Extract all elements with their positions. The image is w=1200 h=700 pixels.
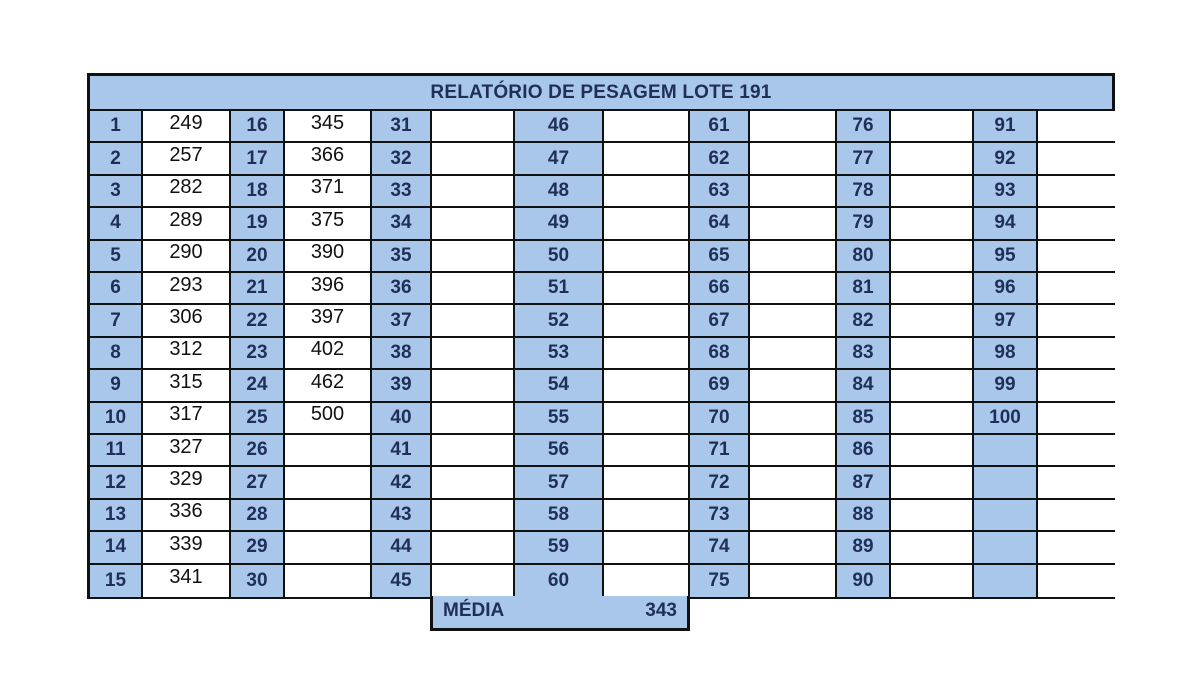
weight-value-cell: 371 (285, 176, 372, 208)
weight-value-cell: 290 (143, 241, 231, 273)
sequence-number-cell: 50 (515, 241, 604, 273)
weight-value-cell (1038, 208, 1115, 240)
sequence-number-cell: 64 (690, 208, 750, 240)
weight-value-cell (604, 305, 690, 337)
weight-value-cell (891, 208, 974, 240)
weight-value-cell (750, 208, 837, 240)
weight-value-cell (604, 403, 690, 435)
sequence-number-cell: 67 (690, 305, 750, 337)
weight-value-cell: 375 (285, 208, 372, 240)
weight-value-cell: 336 (143, 500, 231, 532)
sequence-number-cell: 97 (974, 305, 1038, 337)
weight-value-cell (750, 435, 837, 467)
sequence-number-cell: 72 (690, 467, 750, 499)
weight-value-cell (432, 370, 515, 402)
sequence-number-cell: 77 (837, 143, 891, 175)
sequence-number-cell: 17 (231, 143, 285, 175)
sequence-number-cell (974, 532, 1038, 564)
sequence-number-cell: 1 (90, 111, 143, 143)
sequence-number-cell: 49 (515, 208, 604, 240)
sequence-number-cell: 44 (372, 532, 432, 564)
sequence-number-cell: 18 (231, 176, 285, 208)
weight-value-cell (432, 143, 515, 175)
sequence-number-cell: 40 (372, 403, 432, 435)
sequence-number-cell: 90 (837, 565, 891, 597)
sequence-number-cell: 87 (837, 467, 891, 499)
sequence-number-cell: 70 (690, 403, 750, 435)
weight-value-cell: 366 (285, 143, 372, 175)
sequence-number-cell: 78 (837, 176, 891, 208)
sequence-number-cell: 37 (372, 305, 432, 337)
sequence-number-cell: 99 (974, 370, 1038, 402)
weight-value-cell (891, 435, 974, 467)
weight-value-cell (891, 403, 974, 435)
sequence-number-cell: 6 (90, 273, 143, 305)
weight-value-cell (891, 500, 974, 532)
weight-value-cell: 390 (285, 241, 372, 273)
report-title: RELATÓRIO DE PESAGEM LOTE 191 (90, 76, 1112, 111)
sequence-number-cell: 15 (90, 565, 143, 597)
weight-value-cell (285, 435, 372, 467)
sequence-number-cell: 57 (515, 467, 604, 499)
sequence-number-cell: 16 (231, 111, 285, 143)
sequence-number-cell: 94 (974, 208, 1038, 240)
sequence-number-cell: 14 (90, 532, 143, 564)
weight-value-cell (1038, 305, 1115, 337)
weight-value-cell (891, 565, 974, 597)
weight-value-cell (432, 273, 515, 305)
sequence-number-cell: 91 (974, 111, 1038, 143)
sequence-number-cell: 52 (515, 305, 604, 337)
sequence-number-cell: 29 (231, 532, 285, 564)
weight-value-cell (750, 176, 837, 208)
sequence-number-cell: 12 (90, 467, 143, 499)
weight-value-cell: 312 (143, 338, 231, 370)
sequence-number-cell (974, 500, 1038, 532)
sequence-number-cell: 51 (515, 273, 604, 305)
weight-value-cell (432, 467, 515, 499)
sequence-number-cell: 85 (837, 403, 891, 435)
weight-value-cell (432, 403, 515, 435)
sequence-number-cell: 36 (372, 273, 432, 305)
weight-value-cell (750, 143, 837, 175)
sequence-number-cell: 10 (90, 403, 143, 435)
weight-value-cell: 345 (285, 111, 372, 143)
sequence-number-cell: 61 (690, 111, 750, 143)
weight-value-cell (1038, 435, 1115, 467)
weight-value-cell (1038, 111, 1115, 143)
sequence-number-cell: 3 (90, 176, 143, 208)
sequence-number-cell: 83 (837, 338, 891, 370)
weight-value-cell (604, 111, 690, 143)
sequence-number-cell: 59 (515, 532, 604, 564)
weight-value-cell: 317 (143, 403, 231, 435)
sequence-number-cell: 24 (231, 370, 285, 402)
weight-value-cell (891, 111, 974, 143)
sequence-number-cell: 8 (90, 338, 143, 370)
weight-value-cell (432, 208, 515, 240)
sequence-number-cell: 23 (231, 338, 285, 370)
weight-value-cell (432, 176, 515, 208)
weight-value-cell: 293 (143, 273, 231, 305)
weight-value-cell (750, 403, 837, 435)
weight-value-cell (891, 467, 974, 499)
sequence-number-cell: 4 (90, 208, 143, 240)
sequence-number-cell: 11 (90, 435, 143, 467)
weight-value-cell (1038, 532, 1115, 564)
weight-value-cell (604, 338, 690, 370)
weight-value-cell (891, 273, 974, 305)
weight-value-cell: 257 (143, 143, 231, 175)
weight-value-cell: 500 (285, 403, 372, 435)
sequence-number-cell: 66 (690, 273, 750, 305)
sequence-number-cell: 62 (690, 143, 750, 175)
sequence-number-cell: 95 (974, 241, 1038, 273)
weight-value-cell (604, 176, 690, 208)
sequence-number-cell: 9 (90, 370, 143, 402)
sequence-number-cell: 58 (515, 500, 604, 532)
sequence-number-cell: 7 (90, 305, 143, 337)
sequence-number-cell: 75 (690, 565, 750, 597)
weight-value-cell (750, 565, 837, 597)
weight-value-cell (891, 143, 974, 175)
sequence-number-cell: 47 (515, 143, 604, 175)
weight-value-cell (1038, 143, 1115, 175)
sequence-number-cell: 93 (974, 176, 1038, 208)
sequence-number-cell: 20 (231, 241, 285, 273)
weight-value-cell (1038, 403, 1115, 435)
weight-value-cell (750, 338, 837, 370)
weight-value-cell (604, 532, 690, 564)
weight-value-cell (1038, 176, 1115, 208)
weight-value-cell (285, 532, 372, 564)
sequence-number-cell: 39 (372, 370, 432, 402)
sequence-number-cell: 43 (372, 500, 432, 532)
weight-value-cell (891, 532, 974, 564)
weight-value-cell (604, 435, 690, 467)
weight-value-cell: 396 (285, 273, 372, 305)
weight-value-cell (750, 273, 837, 305)
weight-value-cell (432, 305, 515, 337)
sequence-number-cell: 33 (372, 176, 432, 208)
weight-value-cell: 397 (285, 305, 372, 337)
weight-value-cell (604, 143, 690, 175)
weight-value-cell (604, 370, 690, 402)
sequence-number-cell: 88 (837, 500, 891, 532)
weight-value-cell (432, 111, 515, 143)
weight-value-cell (432, 565, 515, 597)
weight-value-cell (750, 111, 837, 143)
sequence-number-cell: 86 (837, 435, 891, 467)
weight-value-cell (1038, 467, 1115, 499)
sequence-number-cell: 25 (231, 403, 285, 435)
sequence-number-cell: 100 (974, 403, 1038, 435)
sequence-number-cell: 54 (515, 370, 604, 402)
sequence-number-cell: 53 (515, 338, 604, 370)
weight-value-cell (285, 500, 372, 532)
weight-value-cell (604, 208, 690, 240)
weight-value-cell (891, 241, 974, 273)
sequence-number-cell: 21 (231, 273, 285, 305)
average-box (430, 596, 690, 631)
weight-value-cell: 341 (143, 565, 231, 597)
weight-value-cell (750, 500, 837, 532)
sequence-number-cell: 31 (372, 111, 432, 143)
sequence-number-cell: 76 (837, 111, 891, 143)
sequence-number-cell: 19 (231, 208, 285, 240)
sequence-number-cell: 46 (515, 111, 604, 143)
weight-value-cell (1038, 370, 1115, 402)
sequence-number-cell: 68 (690, 338, 750, 370)
sequence-number-cell: 27 (231, 467, 285, 499)
weight-value-cell: 462 (285, 370, 372, 402)
sequence-number-cell: 38 (372, 338, 432, 370)
average-value: 343 (645, 600, 677, 621)
weight-value-cell: 249 (143, 111, 231, 143)
sequence-number-cell: 79 (837, 208, 891, 240)
sequence-number-cell (974, 467, 1038, 499)
sequence-number-cell: 48 (515, 176, 604, 208)
weight-value-cell (285, 565, 372, 597)
sequence-number-cell: 96 (974, 273, 1038, 305)
weight-value-cell (285, 467, 372, 499)
weight-value-cell (1038, 565, 1115, 597)
sequence-number-cell: 74 (690, 532, 750, 564)
weight-value-cell: 339 (143, 532, 231, 564)
weight-value-cell (432, 500, 515, 532)
average-label: MÉDIA (443, 600, 505, 621)
sequence-number-cell: 41 (372, 435, 432, 467)
sequence-number-cell: 84 (837, 370, 891, 402)
weight-value-cell (891, 338, 974, 370)
weight-value-cell: 282 (143, 176, 231, 208)
weight-value-cell (604, 565, 690, 597)
sequence-number-cell: 22 (231, 305, 285, 337)
sequence-number-cell: 80 (837, 241, 891, 273)
weight-value-cell: 289 (143, 208, 231, 240)
sequence-number-cell: 13 (90, 500, 143, 532)
sequence-number-cell: 89 (837, 532, 891, 564)
weight-value-cell (891, 370, 974, 402)
weight-value-cell (750, 467, 837, 499)
sequence-number-cell: 2 (90, 143, 143, 175)
sequence-number-cell: 34 (372, 208, 432, 240)
weight-value-cell (1038, 273, 1115, 305)
sequence-number-cell: 81 (837, 273, 891, 305)
sequence-number-cell: 60 (515, 565, 604, 597)
weight-value-cell (604, 241, 690, 273)
weight-value-cell (604, 273, 690, 305)
sequence-number-cell (974, 565, 1038, 597)
weight-value-cell: 315 (143, 370, 231, 402)
sequence-number-cell: 42 (372, 467, 432, 499)
sequence-number-cell: 55 (515, 403, 604, 435)
sequence-number-cell: 98 (974, 338, 1038, 370)
weight-value-cell (750, 305, 837, 337)
weight-value-cell (1038, 241, 1115, 273)
weight-value-cell (1038, 338, 1115, 370)
weight-value-cell (750, 241, 837, 273)
sequence-number-cell: 26 (231, 435, 285, 467)
sequence-number-cell: 73 (690, 500, 750, 532)
weight-value-cell (432, 532, 515, 564)
weight-value-cell (432, 435, 515, 467)
sequence-number-cell: 69 (690, 370, 750, 402)
weight-value-cell: 306 (143, 305, 231, 337)
sequence-number-cell: 45 (372, 565, 432, 597)
sequence-number-cell: 5 (90, 241, 143, 273)
weight-value-cell: 329 (143, 467, 231, 499)
sequence-number-cell (974, 435, 1038, 467)
sequence-number-cell: 30 (231, 565, 285, 597)
weight-value-cell (432, 338, 515, 370)
weight-value-cell: 327 (143, 435, 231, 467)
weight-value-cell (891, 176, 974, 208)
sequence-number-cell: 63 (690, 176, 750, 208)
weight-value-cell (750, 532, 837, 564)
sequence-number-cell: 35 (372, 241, 432, 273)
sequence-number-cell: 56 (515, 435, 604, 467)
weight-value-cell (750, 370, 837, 402)
weight-value-cell (604, 467, 690, 499)
weight-value-cell (432, 241, 515, 273)
sequence-number-cell: 92 (974, 143, 1038, 175)
sequence-number-cell: 82 (837, 305, 891, 337)
sequence-number-cell: 28 (231, 500, 285, 532)
weight-value-cell (891, 305, 974, 337)
weight-value-cell (1038, 500, 1115, 532)
weight-value-cell: 402 (285, 338, 372, 370)
sequence-number-cell: 71 (690, 435, 750, 467)
weight-value-cell (604, 500, 690, 532)
sequence-number-cell: 65 (690, 241, 750, 273)
sequence-number-cell: 32 (372, 143, 432, 175)
weighing-report-table (87, 73, 1115, 599)
